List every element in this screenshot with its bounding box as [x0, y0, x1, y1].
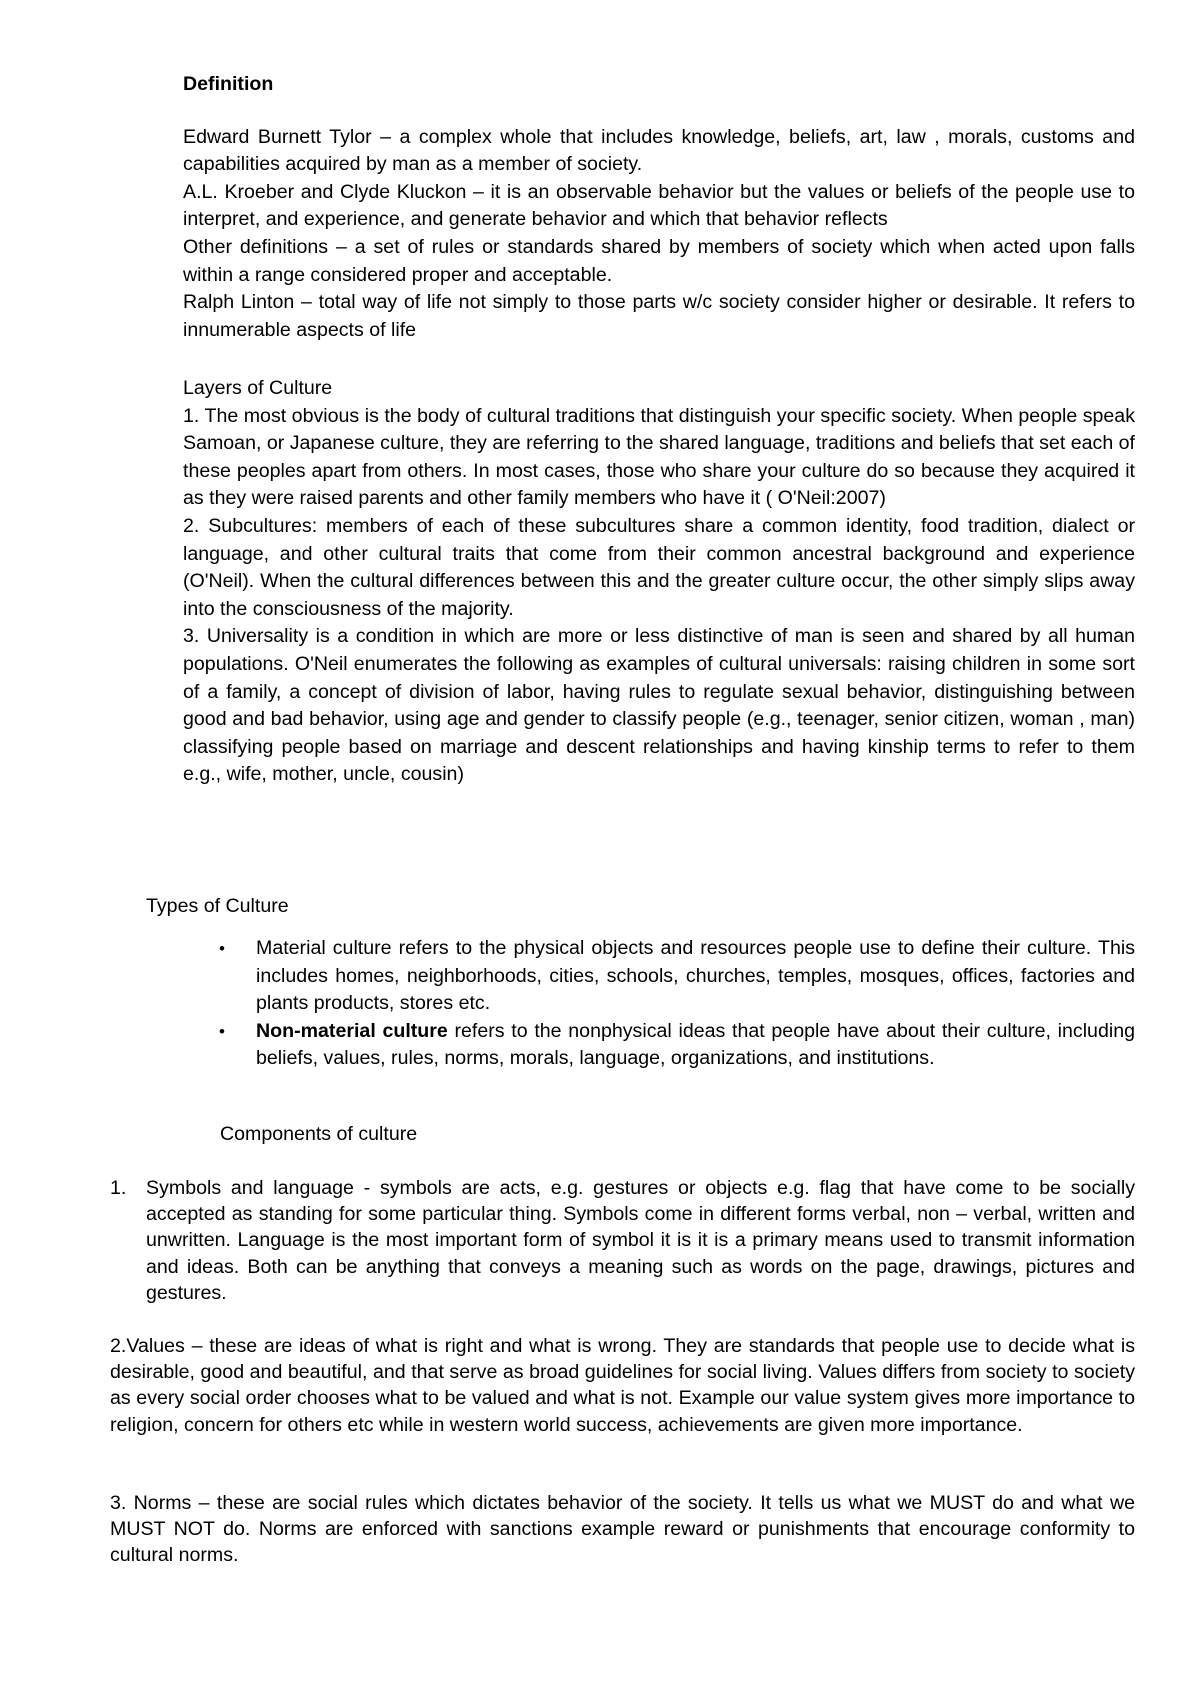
components-item-symbols [110, 1175, 1135, 1306]
definition-kroeber: A.L. Kroeber and Clyde Kluckon – it is an observable behavior but the values or beliefs of the people use to interpret, and experience, and generate behavior and which that behavior reflects [183, 180, 1135, 231]
bullet-icon: • [219, 939, 225, 958]
definition-linton: Ralph Linton – total way of life not simply to those parts w/c society consider higher or desirable. It refers to innumerable aspects of life [183, 291, 1135, 341]
list-number: 1. [110, 1177, 127, 1199]
components-values-paragraph: 2.Values – these are ideas of what is right and what is wrong. They are standards that people use to decide what is desirable, good and beautiful, and that serve as broad guidelines for social living. Values differs from society to society as every social order chooses what to be valued and what is not. Example our value system gives more importance to religion, concern for others etc while in western world success, achievements are given more importance. [110, 1335, 1135, 1436]
spacer [183, 99, 1135, 124]
components-norms-paragraph: 3. Norms – these are social rules which dictates behavior of the society. It tells us what we MUST do and what we MUST NOT do. Norms are enforced with sanctions example reward or punishments that encourage conformity to cultural norms. [110, 1492, 1135, 1567]
definition-tylor: Edward Burnett Tylor – a complex whole that includes knowledge, beliefs, art, law , morals, customs and capabilities acquired by man as a member of society. [183, 125, 1135, 176]
bullet-icon: • [219, 1021, 225, 1041]
bullet-nonmaterial-culture [219, 1018, 1135, 1073]
bullet-material-text: Material culture refers to the physical objects and resources people use to define their culture. This includes homes, neighborhoods, cities, schools, churches, temples, mosques, offices, factories and plants products, stores etc. [256, 937, 1135, 1015]
bullet-nonmaterial-text: refers to the nonphysical ideas that people have about their culture, including beliefs, values, rules, norms, morals, language, organizations, and institutions. [256, 1019, 1135, 1070]
layers-heading: Layers of Culture [183, 377, 333, 399]
bullet-nonmaterial-term: Non-material culture [256, 1019, 448, 1042]
layers-item-2: 2. Subcultures: members of each of these subcultures share a common identity, food tradition, dialect or language, and other cultural traits that come from their common ancestral background and experience (O'Neil). When the cultural differences between this and the greater culture occur, the other simply slips away into the consciousness of the majority. [183, 514, 1135, 620]
components-heading: Components of culture [220, 1123, 418, 1145]
layers-item-3: 3. Universality is a condition in which are more or less distinctive of man is seen and shared by all human populations. O'Neil enumerates the following as examples of cultural universals: raising children in some sort of a family, a concept of division of labor, having rules to regulate sexual behavior, distinguishing between good and bad behavior, using age and gender to classify people (e.g., teenager, senior citizen, woman , man) classifying people based on marriage and descent relationships and having kinship terms to refer to them e.g., wife, mother, uncle, cousin) [183, 625, 1135, 786]
layers-section [183, 375, 1135, 789]
types-heading: Types of Culture [146, 895, 289, 917]
definition-section [183, 71, 1135, 344]
bullet-material-culture [219, 935, 1135, 1018]
layers-item-1: 1. The most obvious is the body of cultural traditions that distinguish your specific society. When people speak Samoan, or Japanese culture, they are referring to the shared language, traditions and beliefs that set each of these peoples apart from others. In most cases, those who share your culture do so because they acquired it as they were raised parents and other family members who have it ( O'Neil:2007) [183, 404, 1135, 510]
definition-heading: Definition [183, 73, 274, 95]
definition-other: Other definitions – a set of rules or standards shared by members of society which when acted upon falls within a range considered proper and acceptable. [183, 235, 1135, 286]
symbols-text: Symbols and language - symbols are acts, e.g. gestures or objects e.g. flag that have come to be socially accepted as standing for some particular thing. Symbols come in different forms verbal, non – verbal, written and unwritten. Language is the most important form of symbol it is it is a primary means used to transmit information and ideas. Both can be anything that conveys a meaning such as words on the page, drawings, pictures and gestures. [146, 1177, 1135, 1304]
types-bullet-list [219, 935, 1135, 1073]
